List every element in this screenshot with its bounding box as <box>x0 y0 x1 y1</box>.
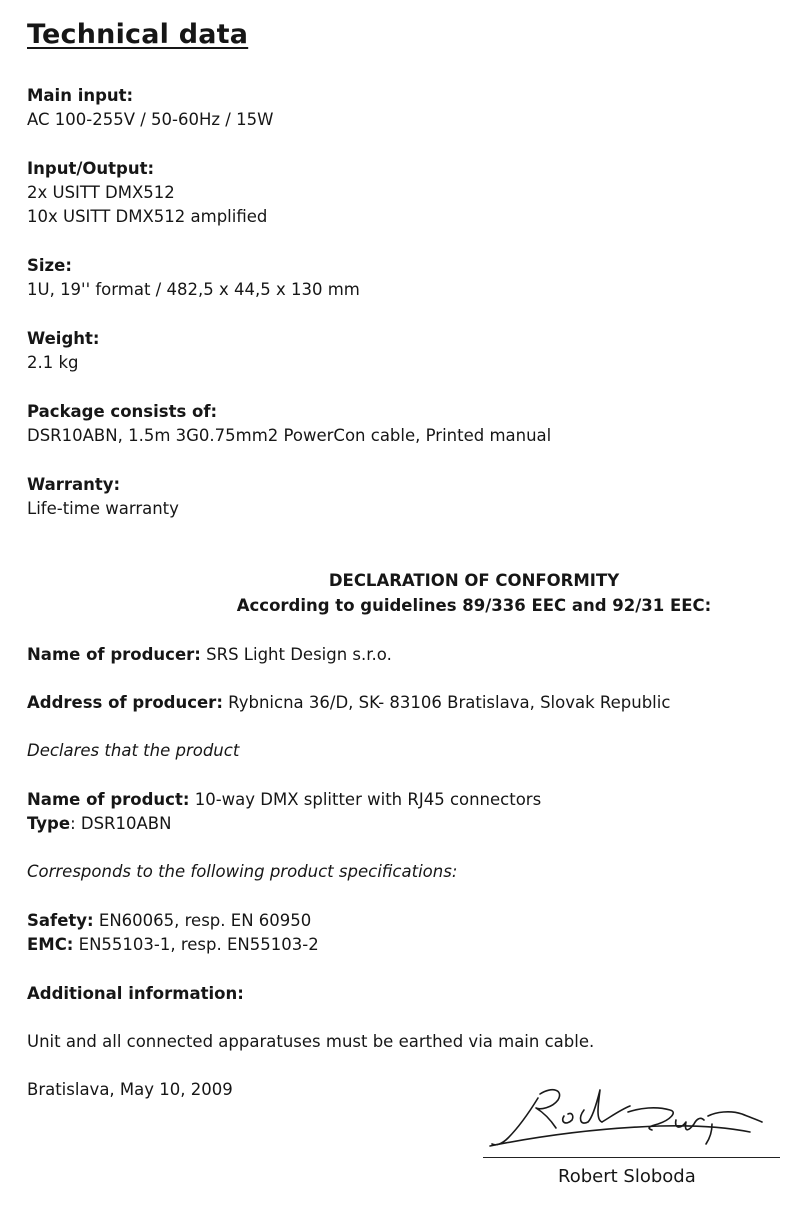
declaration-heading: DECLARATION OF CONFORMITY <box>328 571 620 590</box>
safety-line <box>27 911 311 930</box>
spec-label-main-input: Main input: <box>27 86 134 105</box>
spec-value-weight: 2.1 kg <box>27 353 79 372</box>
spec-label-package: Package consists of: <box>27 402 218 421</box>
product-type-line <box>27 814 171 833</box>
product-name-line <box>27 790 541 809</box>
handwritten-signature <box>480 1076 780 1156</box>
producer-name-line <box>27 645 392 664</box>
spec-label-weight: Weight: <box>27 329 100 348</box>
declaration-subheading: According to guidelines 89/336 EEC and 92/31 EEC: <box>236 596 712 615</box>
type-value: : DSR10ABN <box>70 814 172 833</box>
producer-name-label: Name of producer: <box>27 645 201 664</box>
spec-label-size: Size: <box>27 256 72 275</box>
spec-value-warranty: Life-time warranty <box>27 499 179 518</box>
product-name-label: Name of product: <box>27 790 190 809</box>
emc-label: EMC: <box>27 935 74 954</box>
spec-label-input-output: Input/Output: <box>27 159 155 178</box>
spec-value-size: 1U, 19'' format / 482,5 x 44,5 x 130 mm <box>27 280 360 299</box>
spec-value-main-input: AC 100-255V / 50-60Hz / 15W <box>27 110 274 129</box>
producer-name-value: SRS Light Design s.r.o. <box>206 645 392 664</box>
emc-value: EN55103-1, resp. EN55103-2 <box>78 935 319 954</box>
signature-line <box>483 1157 780 1158</box>
place-date: Bratislava, May 10, 2009 <box>27 1080 233 1099</box>
producer-address-label: Address of producer: <box>27 693 223 712</box>
type-label: Type <box>27 814 71 833</box>
producer-address-line <box>27 693 670 712</box>
document-title: Technical data <box>27 19 249 50</box>
additional-info-text: Unit and all connected apparatuses must be earthed via main cable. <box>27 1032 595 1051</box>
declares-text: Declares that the product <box>27 741 240 760</box>
additional-info-label: Additional information: <box>27 984 244 1003</box>
spec-value-package: DSR10ABN, 1.5m 3G0.75mm2 PowerCon cable, Printed manual <box>27 426 552 445</box>
corresponds-text: Corresponds to the following product specifications: <box>27 862 458 881</box>
product-name-value: 10-way DMX splitter with RJ45 connectors <box>194 790 542 809</box>
producer-address-value: Rybnicna 36/D, SK- 83106 Bratislava, Slovak Republic <box>228 693 671 712</box>
safety-value: EN60065, resp. EN 60950 <box>98 911 312 930</box>
spec-value-input-output-2: 10x USITT DMX512 amplified <box>27 207 268 226</box>
emc-line <box>27 935 319 954</box>
signatory-name: Robert Sloboda <box>558 1166 696 1187</box>
spec-value-input-output-1: 2x USITT DMX512 <box>27 183 175 202</box>
spec-label-warranty: Warranty: <box>27 475 121 494</box>
safety-label: Safety: <box>27 911 94 930</box>
